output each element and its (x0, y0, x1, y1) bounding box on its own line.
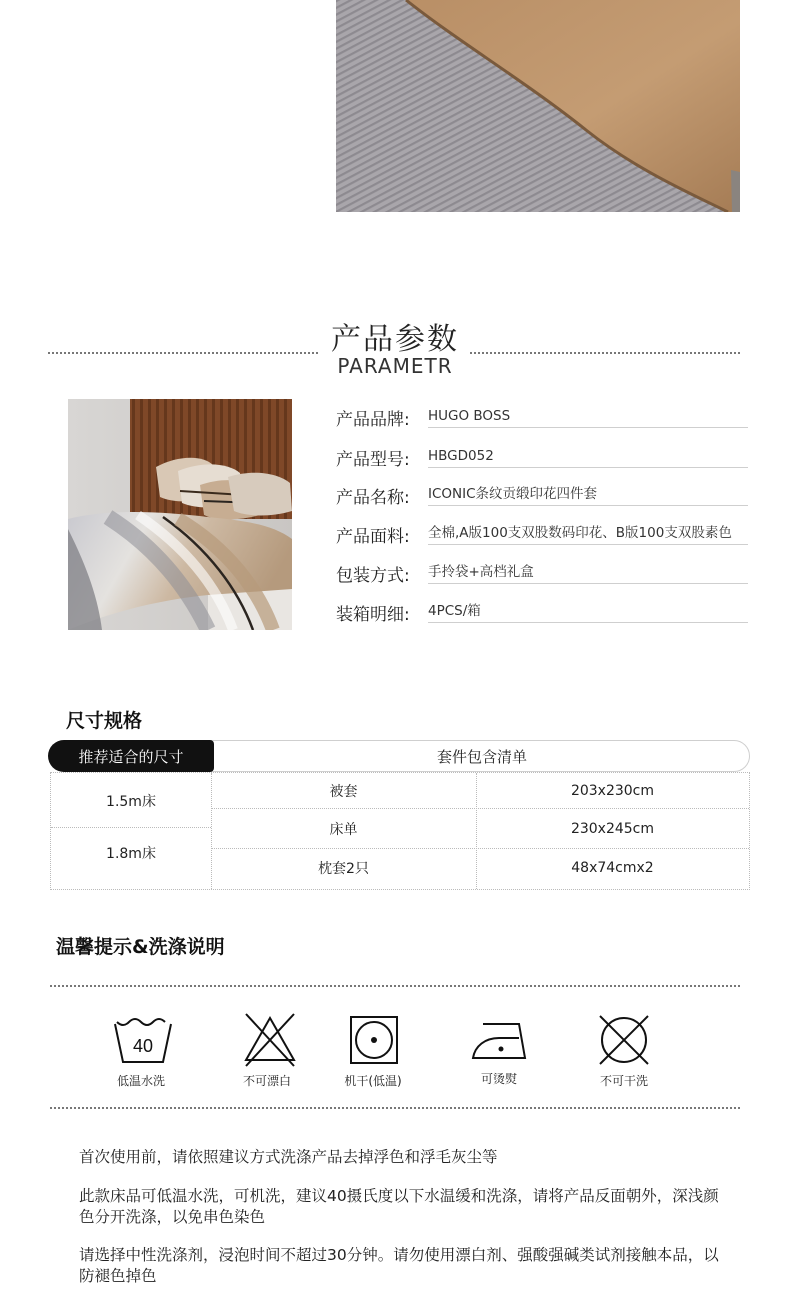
section-title-cn: 产品参数 (331, 322, 459, 357)
care-note: 首次使用前，请依照建议方式洗涤产品去掉浮色和浮毛灰尘等 (79, 1148, 498, 1166)
care-note: 此款床品可低温水洗，可机洗，建议40摄氏度以下水温缓和洗涤，请将产品反面朝外，深浅颜色分开洗涤，以免串色染色 (79, 1187, 719, 1226)
care-label: 不可干洗 (599, 1074, 648, 1088)
param-label: 产品型号: (336, 450, 410, 470)
param-label: 产品面料: (336, 527, 410, 547)
param-label: 包装方式: (336, 566, 410, 586)
care-divider-bottom (50, 1107, 740, 1109)
param-row-name (336, 478, 748, 510)
bed-size-cell: 1.8m床 (106, 846, 156, 862)
care-label: 可烫熨 (480, 1072, 517, 1086)
param-label: 产品名称: (336, 488, 410, 508)
param-value: HBGD052 (428, 448, 748, 468)
parameter-section-header (0, 312, 790, 382)
care-label: 低温水洗 (116, 1074, 165, 1088)
param-value: HUGO BOSS (428, 408, 748, 428)
size-section-title: 尺寸规格 (66, 710, 143, 732)
care-label: 不可漂白 (242, 1074, 291, 1088)
param-row-packaging (336, 556, 748, 588)
param-row-carton (336, 595, 748, 627)
bed-size-cell: 1.5m床 (106, 794, 156, 810)
care-note: 请选择中性洗涤剂，浸泡时间不超过30分钟。请勿使用漂白剂、强酸强碱类试剂接触本品，以防褪色掉色 (79, 1246, 719, 1285)
param-row-model (336, 440, 748, 472)
item-name-cell: 被套 (329, 784, 358, 800)
param-label: 装箱明细: (336, 605, 410, 625)
bedding-product-photo (68, 399, 292, 630)
care-label: 机干(低温) (344, 1074, 402, 1088)
tab-recommended-size[interactable]: 推荐适合的尺寸 (48, 740, 214, 772)
item-name-cell: 枕套2只 (318, 861, 369, 877)
wash-temp-text: 40 (132, 1036, 154, 1056)
param-row-fabric (336, 517, 748, 549)
param-value: ICONIC条纹贡缎印花四件套 (428, 482, 748, 506)
care-divider-top (50, 985, 740, 987)
table-divider (51, 827, 211, 828)
wash-40-icon (111, 1012, 175, 1068)
tab-set-contents[interactable]: 套件包含清单 (436, 747, 527, 766)
item-size-cell: 203x230cm (570, 783, 655, 799)
param-value: 4PCS/箱 (428, 599, 748, 623)
care-section-title: 温馨提示&洗涤说明 (56, 936, 225, 958)
tumble-dry-low-icon (342, 1012, 406, 1068)
fabric-closeup-image (336, 0, 740, 212)
size-table (50, 772, 750, 890)
iron-icon (469, 1012, 533, 1068)
param-value: 全棉,A版100支双股数码印花、B版100支双股素色 (428, 521, 748, 545)
param-row-brand (336, 400, 748, 432)
section-title-en: PARAMETR (337, 354, 453, 378)
item-size-cell: 230x245cm (570, 821, 655, 837)
item-size-cell: 48x74cmx2 (571, 860, 654, 876)
item-name-cell: 床单 (329, 822, 358, 838)
param-value: 手拎袋+高档礼盒 (428, 560, 748, 584)
param-label: 产品品牌: (336, 410, 410, 430)
no-bleach-icon (238, 1012, 302, 1068)
no-dry-clean-icon (592, 1012, 656, 1068)
